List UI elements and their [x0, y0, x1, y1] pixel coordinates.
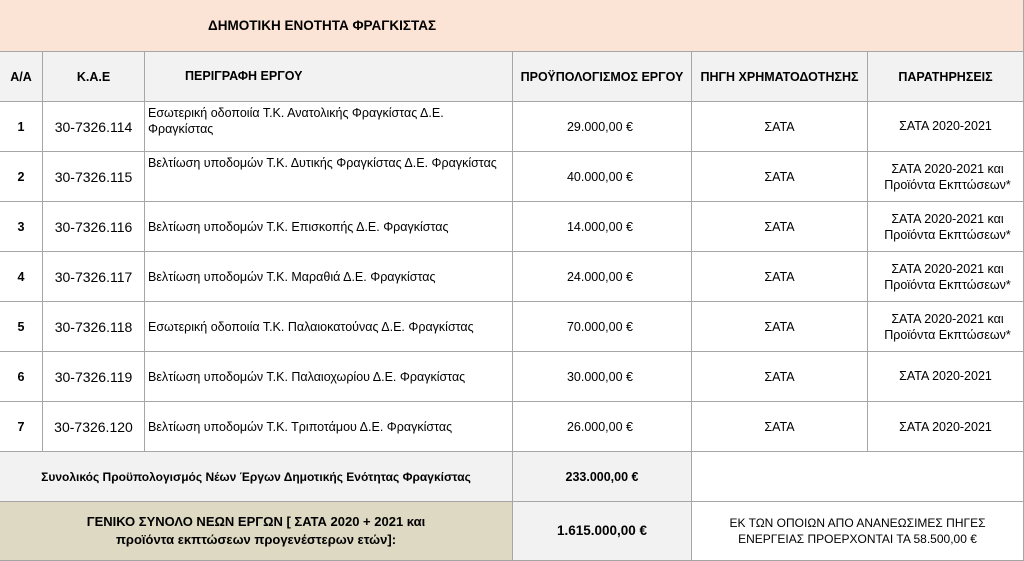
header-notes: ΠΑΡΑΤΗΡΗΣΕΙΣ	[868, 52, 1024, 102]
grand-total-label-line1: ΓΕΝΙΚΟ ΣΥΝΟΛΟ ΝΕΩΝ ΕΡΓΩΝ [ ΣΑΤΑ 2020 + 2021 και	[86, 514, 426, 529]
row-3-source: ΣΑΤΑ	[692, 202, 868, 252]
header-kae: Κ.Α.Ε	[43, 52, 145, 102]
row-1-description: Εσωτερική οδοποιία Τ.Κ. Ανατολικής Φραγκίστας Δ.Ε. Φραγκίστας	[145, 102, 513, 152]
renewable-note	[692, 502, 1024, 561]
row-3-notes: ΣΑΤΑ 2020-2021 και Προϊόντα Εκπτώσεων*	[868, 202, 1024, 252]
row-4-kae: 30-7326.117	[43, 252, 145, 302]
row-5-kae: 30-7326.118	[43, 302, 145, 352]
header-aa: Α/Α	[0, 52, 43, 102]
row-7-aa: 7	[0, 402, 43, 452]
row-1-notes: ΣΑΤΑ 2020-2021	[868, 102, 1024, 152]
renewable-note-line2: ΕΝΕΡΓΕΙΑΣ ΠΡΟΕΡΧΟΝΤΑΙ ΤΑ 58.500,00 €	[738, 532, 977, 546]
row-1-source: ΣΑΤΑ	[692, 102, 868, 152]
row-7-budget: 26.000,00 €	[513, 402, 692, 452]
row-4-notes: ΣΑΤΑ 2020-2021 και Προϊόντα Εκπτώσεων*	[868, 252, 1024, 302]
table-title: ΔΗΜΟΤΙΚΗ ΕΝΟΤΗΤΑ ΦΡΑΓΚΙΣΤΑΣ	[0, 0, 1024, 52]
row-2-budget: 40.000,00 €	[513, 152, 692, 202]
row-2-notes: ΣΑΤΑ 2020-2021 και Προϊόντα Εκπτώσεων*	[868, 152, 1024, 202]
row-7-description: Βελτίωση υποδομών Τ.Κ. Τριποτάμου Δ.Ε. Φραγκίστας	[145, 402, 513, 452]
row-5-notes: ΣΑΤΑ 2020-2021 και Προϊόντα Εκπτώσεων*	[868, 302, 1024, 352]
row-5-description: Εσωτερική οδοποιία Τ.Κ. Παλαιοκατούνας Δ.Ε. Φραγκίστας	[145, 302, 513, 352]
row-5-budget: 70.000,00 €	[513, 302, 692, 352]
row-6-kae: 30-7326.119	[43, 352, 145, 402]
row-6-aa: 6	[0, 352, 43, 402]
row-6-description: Βελτίωση υποδομών Τ.Κ. Παλαιοχωρίου Δ.Ε. Φραγκίστας	[145, 352, 513, 402]
grand-total-value: 1.615.000,00 €	[513, 502, 692, 561]
grand-total-label-line2: προϊόντα εκπτώσεων προγενέστερων ετών]:	[115, 532, 397, 547]
row-1-aa: 1	[0, 102, 43, 152]
row-3-budget: 14.000,00 €	[513, 202, 692, 252]
row-6-budget: 30.000,00 €	[513, 352, 692, 402]
row-7-notes: ΣΑΤΑ 2020-2021	[868, 402, 1024, 452]
subtotal-empty	[692, 452, 1024, 502]
row-4-source: ΣΑΤΑ	[692, 252, 868, 302]
row-5-source: ΣΑΤΑ	[692, 302, 868, 352]
row-4-description: Βελτίωση υποδομών Τ.Κ. Μαραθιά Δ.Ε. Φραγκίστας	[145, 252, 513, 302]
row-5-aa: 5	[0, 302, 43, 352]
row-6-notes: ΣΑΤΑ 2020-2021	[868, 352, 1024, 402]
subtotal-value: 233.000,00 €	[513, 452, 692, 502]
row-2-aa: 2	[0, 152, 43, 202]
row-7-kae: 30-7326.120	[43, 402, 145, 452]
row-7-source: ΣΑΤΑ	[692, 402, 868, 452]
header-description: ΠΕΡΙΓΡΑΦΗ ΕΡΓΟΥ	[145, 52, 513, 102]
row-6-source: ΣΑΤΑ	[692, 352, 868, 402]
row-3-kae: 30-7326.116	[43, 202, 145, 252]
row-1-budget: 29.000,00 €	[513, 102, 692, 152]
row-4-budget: 24.000,00 €	[513, 252, 692, 302]
grand-total-label	[0, 502, 513, 561]
row-2-source: ΣΑΤΑ	[692, 152, 868, 202]
row-2-description: Βελτίωση υποδομών Τ.Κ. Δυτικής Φραγκίστας Δ.Ε. Φραγκίστας	[145, 152, 513, 202]
row-4-aa: 4	[0, 252, 43, 302]
row-1-kae: 30-7326.114	[43, 102, 145, 152]
row-3-description: Βελτίωση υποδομών Τ.Κ. Επισκοπής Δ.Ε. Φραγκίστας	[145, 202, 513, 252]
header-source: ΠΗΓΗ ΧΡΗΜΑΤΟΔΟΤΗΣΗΣ	[692, 52, 868, 102]
subtotal-label: Συνολικός Προϋπολογισμός Νέων Έργων Δημοτικής Ενότητας Φραγκίστας	[0, 452, 513, 502]
header-budget: ΠΡΟΫΠΟΛΟΓΙΣΜΟΣ ΕΡΓΟΥ	[513, 52, 692, 102]
row-3-aa: 3	[0, 202, 43, 252]
row-2-kae: 30-7326.115	[43, 152, 145, 202]
renewable-note-line1: ΕΚ ΤΩΝ ΟΠΟΙΩΝ ΑΠΟ ΑΝΑΝΕΩΣΙΜΕΣ ΠΗΓΕΣ	[729, 516, 986, 530]
